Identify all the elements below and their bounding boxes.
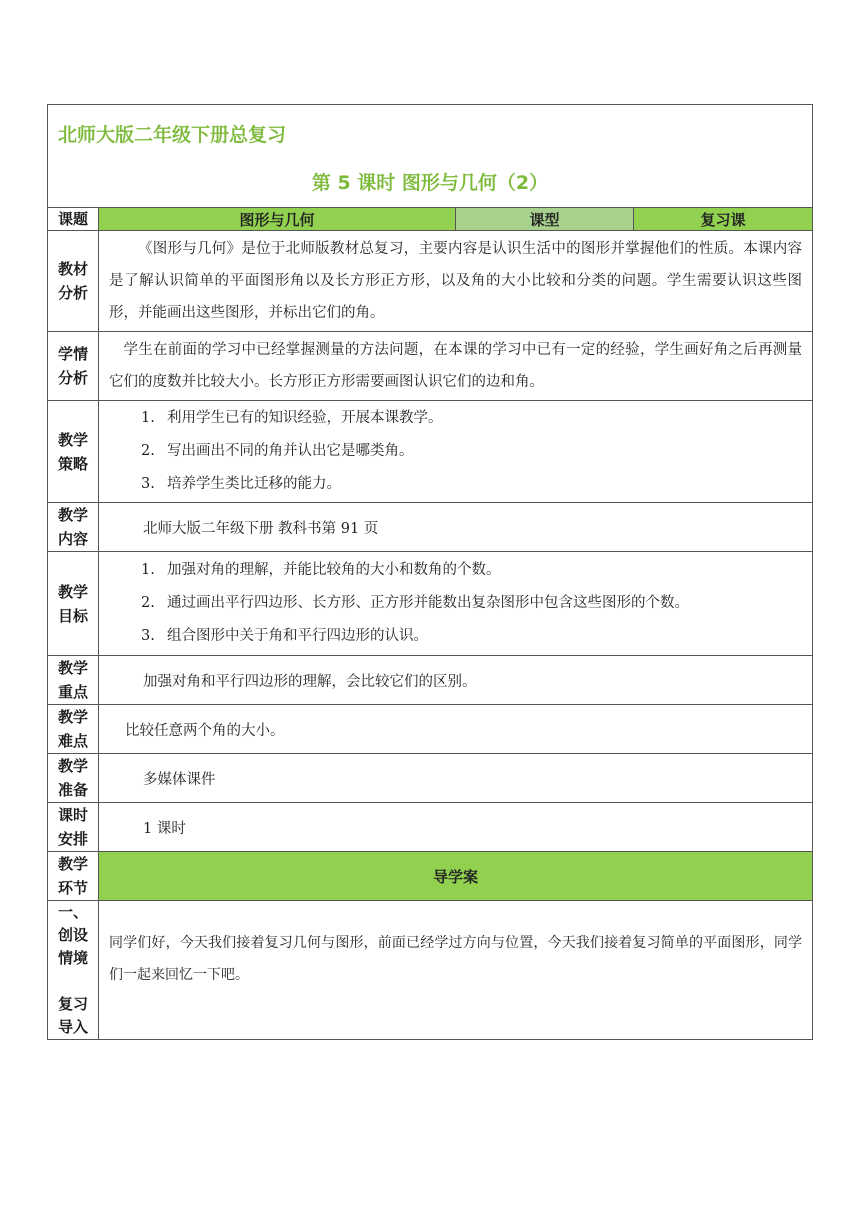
goals-list bbox=[99, 552, 813, 656]
list-item bbox=[99, 587, 812, 620]
content-label bbox=[48, 503, 99, 552]
schedule-text: 1 课时 bbox=[99, 803, 813, 852]
list-text: 加强对角的理解，并能比较角的大小和数角的个数。 bbox=[167, 562, 501, 578]
content-label-line1: 教学 bbox=[57, 506, 88, 524]
strategy-list bbox=[99, 401, 813, 503]
list-number: 3. bbox=[141, 628, 155, 644]
intro-label-line: 导入 bbox=[57, 1018, 88, 1036]
goals-label-line2: 目标 bbox=[57, 606, 88, 625]
intro-label-line: 复习 bbox=[57, 995, 88, 1013]
content-row bbox=[48, 503, 813, 552]
goals-row bbox=[48, 552, 813, 656]
strategy-label bbox=[48, 401, 99, 503]
content-text: 北师大版二年级下册 教科书第 91 页 bbox=[99, 503, 813, 552]
schedule-label bbox=[48, 803, 99, 852]
topic-value: 图形与几何 bbox=[99, 208, 456, 231]
strategy-label-line1: 教学 bbox=[57, 430, 88, 449]
lesson-plan-table bbox=[47, 104, 813, 1040]
material-label-line1: 教材 bbox=[57, 260, 88, 278]
prep-row bbox=[48, 754, 813, 803]
stage-label-line1: 教学 bbox=[57, 855, 88, 873]
schedule-label-line2: 安排 bbox=[57, 830, 88, 848]
stage-label-line2: 环节 bbox=[57, 879, 88, 897]
prep-label-line1: 教学 bbox=[57, 757, 88, 775]
list-number: 1. bbox=[141, 410, 155, 426]
list-number: 3. bbox=[141, 476, 155, 492]
strategy-label-line2: 策略 bbox=[57, 454, 88, 473]
stage-label bbox=[48, 852, 99, 901]
intro-label-line: 创设 bbox=[57, 926, 88, 944]
list-number: 2. bbox=[141, 443, 155, 459]
goals-label-line1: 教学 bbox=[57, 582, 88, 601]
intro-text: 同学们好，今天我们接着复习几何与图形，前面已经学过方向与位置，今天我们接着复习简单的平面图形，同学们一起来回忆一下吧。 bbox=[99, 901, 813, 1040]
students-label-line1: 学情 bbox=[57, 345, 88, 363]
difficulty-label-line1: 教学 bbox=[57, 708, 88, 726]
topic-row bbox=[48, 208, 813, 231]
header-row bbox=[48, 105, 813, 208]
prep-label-line2: 准备 bbox=[57, 781, 88, 799]
students-row bbox=[48, 332, 813, 401]
list-text: 组合图形中关于角和平行四边形的认识。 bbox=[167, 628, 428, 644]
intro-label-spacer bbox=[48, 970, 98, 993]
prep-label bbox=[48, 754, 99, 803]
list-text: 培养学生类比迁移的能力。 bbox=[167, 476, 341, 492]
type-value: 复习课 bbox=[634, 208, 813, 231]
key-label bbox=[48, 656, 99, 705]
difficulty-label-line2: 难点 bbox=[57, 732, 88, 750]
students-text: 学生在前面的学习中已经掌握测量的方法问题，在本课的学习中已有一定的经验，学生画好角之后再测量它们的度数并比较大小。长方形正方形需要画图认识它们的边和角。 bbox=[99, 332, 813, 401]
stage-title: 导学案 bbox=[99, 852, 813, 901]
list-text: 通过画出平行四边形、长方形、正方形并能数出复杂图形中包含这些图形的个数。 bbox=[167, 595, 689, 611]
intro-label bbox=[48, 901, 99, 1040]
stage-row bbox=[48, 852, 813, 901]
list-item bbox=[99, 468, 812, 501]
difficulty-label bbox=[48, 705, 99, 754]
list-number: 1. bbox=[141, 562, 155, 578]
material-label bbox=[48, 231, 99, 332]
header-cell bbox=[48, 105, 813, 208]
topic-label: 课题 bbox=[48, 208, 99, 231]
schedule-label-line1: 课时 bbox=[57, 806, 88, 824]
key-label-line1: 教学 bbox=[57, 659, 88, 677]
intro-row bbox=[48, 901, 813, 1040]
list-item bbox=[99, 435, 812, 468]
strategy-row bbox=[48, 401, 813, 503]
difficulty-row bbox=[48, 705, 813, 754]
intro-label-line: 一、 bbox=[57, 903, 88, 921]
list-text: 利用学生已有的知识经验，开展本课教学。 bbox=[167, 410, 443, 426]
difficulty-text: 比较任意两个角的大小。 bbox=[99, 705, 813, 754]
goals-label bbox=[48, 552, 99, 656]
intro-label-line: 情境 bbox=[57, 949, 88, 967]
list-number: 2. bbox=[141, 595, 155, 611]
list-item bbox=[99, 554, 812, 587]
content-label-line2: 内容 bbox=[57, 530, 88, 548]
list-item bbox=[99, 402, 812, 435]
doc-title: 北师大版二年级下册总复习 bbox=[58, 124, 287, 146]
key-label-line2: 重点 bbox=[57, 683, 88, 701]
lesson-title: 第 5 课时 图形与几何（2） bbox=[311, 172, 549, 194]
students-label bbox=[48, 332, 99, 401]
prep-text: 多媒体课件 bbox=[99, 754, 813, 803]
material-row bbox=[48, 231, 813, 332]
material-label-line2: 分析 bbox=[57, 284, 88, 302]
list-text: 写出画出不同的角并认出它是哪类角。 bbox=[167, 443, 414, 459]
schedule-row bbox=[48, 803, 813, 852]
type-label: 课型 bbox=[456, 208, 634, 231]
key-row bbox=[48, 656, 813, 705]
key-text: 加强对角和平行四边形的理解，会比较它们的区别。 bbox=[99, 656, 813, 705]
material-text: 《图形与几何》是位于北师版教材总复习，主要内容是认识生活中的图形并掌握他们的性质。本课内容是了解认识简单的平面图形角以及长方形正方形，以及角的大小比较和分类的问题。学生需要认识这些图形，并能画出这些图形，并标出它们的角。 bbox=[99, 231, 813, 332]
students-label-line2: 分析 bbox=[57, 369, 88, 387]
list-item bbox=[99, 620, 812, 653]
